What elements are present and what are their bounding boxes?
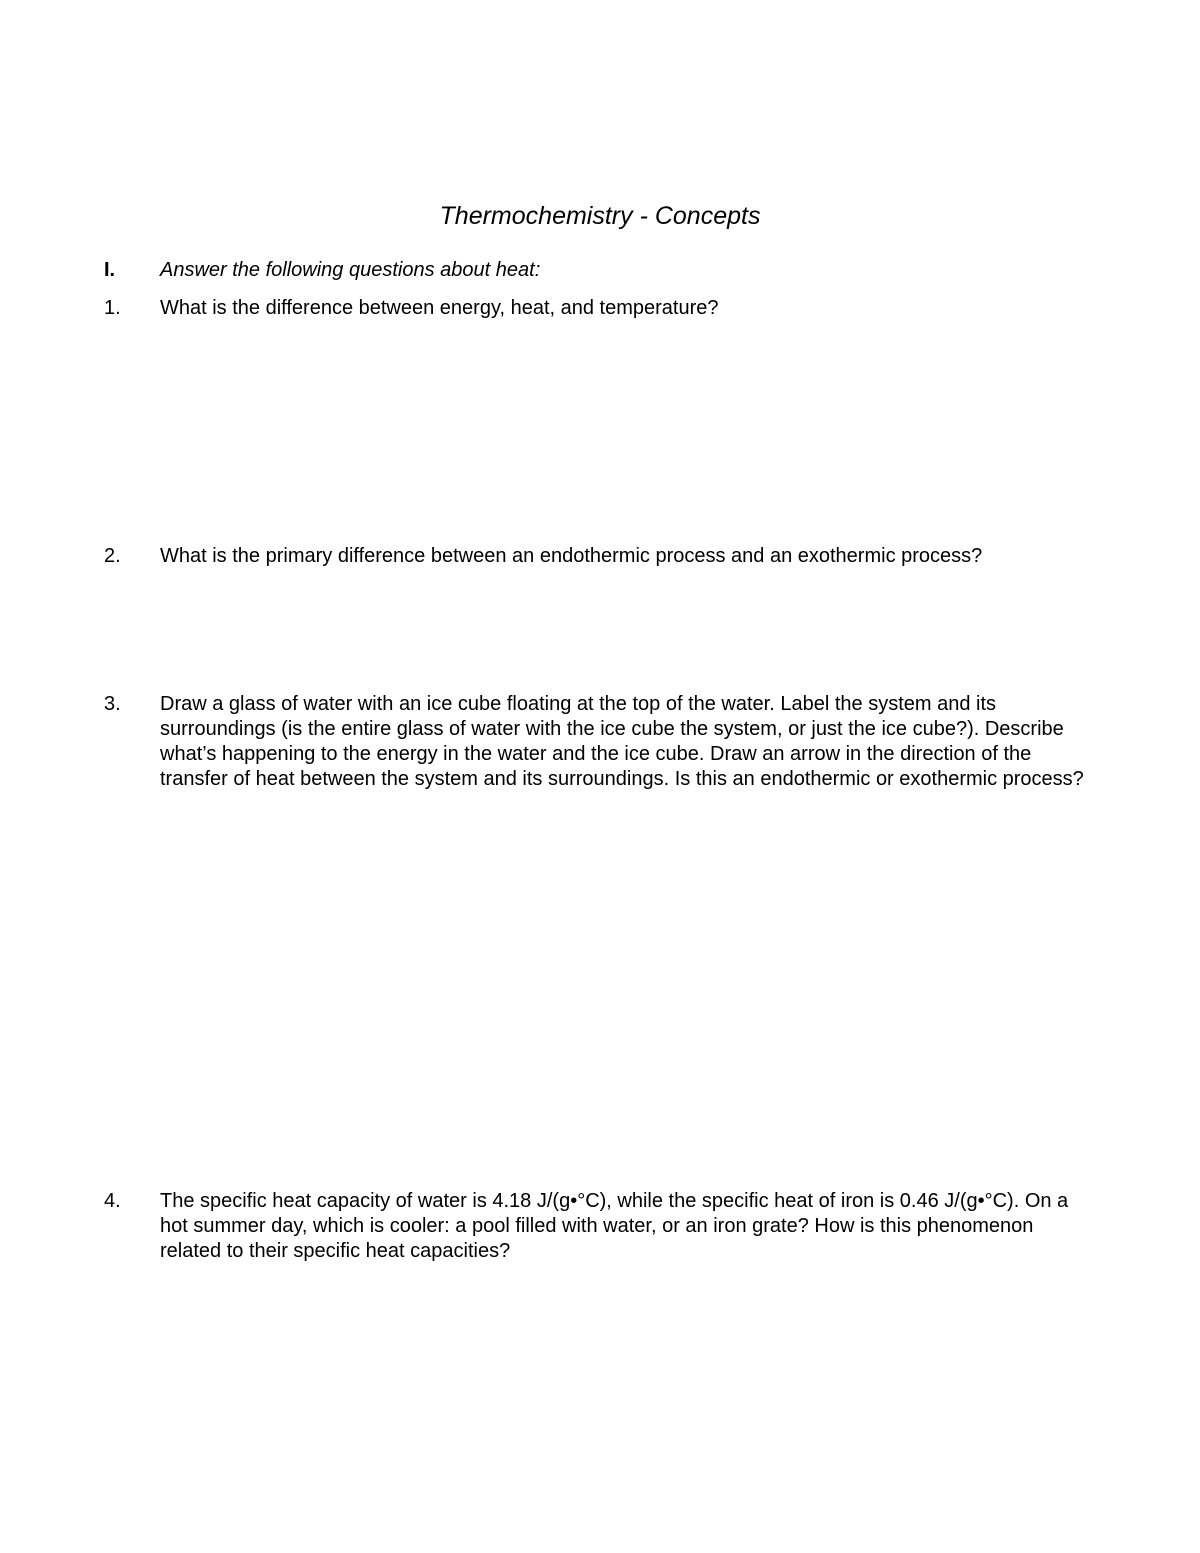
- page-title: Thermochemistry - Concepts: [439, 202, 761, 230]
- question-number: 2.: [104, 545, 121, 567]
- section-numeral: I.: [104, 259, 116, 281]
- question-text: The specific heat capacity of water is 4.18 J/(g•°C), while the specific heat of iron is 0.46 J/(g•°C). On a hot summer day, which is cooler: a pool filled with water, or an iron grate? How is this phenomenon related to their specific heat capacities?: [160, 1190, 1069, 1262]
- question-number: 1.: [104, 297, 121, 319]
- question-text: What is the difference between energy, heat, and temperature?: [160, 297, 719, 319]
- question-text: What is the primary difference between an endothermic process and an exothermic process?: [160, 545, 983, 567]
- question-number: 3.: [104, 693, 121, 715]
- question-text: Draw a glass of water with an ice cube floating at the top of the water. Label the system and its surroundings (is the entire glass of water with the ice cube the system, or just the ice cube?). Describe what’s happening to the energy in the water and the ice cube. Draw an arrow in the direction of the transfer of heat between the system and its surroundings. Is this an endothermic or exothermic process?: [160, 693, 1084, 790]
- question-number: 4.: [104, 1190, 121, 1212]
- section-instruction: Answer the following questions about heat:: [160, 259, 541, 281]
